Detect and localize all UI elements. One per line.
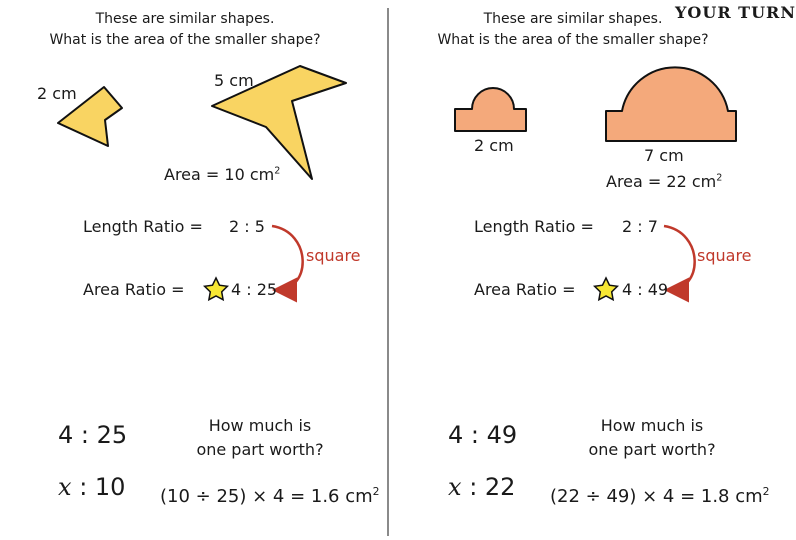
calculation-text: (10 ÷ 25) × 4 = 1.6 cm — [160, 486, 373, 507]
star-icon — [205, 278, 228, 300]
your-turn-badge: YOUR TURN — [675, 3, 796, 22]
length-ratio-value: 2 : 5 — [229, 217, 265, 236]
part-worth-question — [180, 414, 340, 462]
part-line: How much is — [600, 416, 704, 435]
part-line: one part worth? — [588, 440, 716, 459]
small-length-label: 2 cm — [37, 84, 77, 103]
ratio-row-1: 4 : 25 — [58, 421, 128, 449]
panel-divider — [387, 8, 389, 536]
large-orange-shape — [606, 67, 736, 141]
length-ratio-label: Length Ratio = — [83, 217, 203, 236]
calculation-exponent: 2 — [762, 485, 770, 498]
right-question — [418, 9, 728, 51]
square-label: square — [697, 246, 752, 265]
length-ratio-label: Length Ratio = — [474, 217, 594, 236]
variable-x: x — [58, 473, 72, 501]
star-icon — [595, 278, 618, 300]
calculation-exponent: 2 — [372, 485, 380, 498]
area-ratio-label: Area Ratio = — [474, 280, 576, 299]
part-worth-question — [572, 414, 732, 462]
calculation — [160, 486, 380, 507]
ratio-row-2-value: : 10 — [79, 473, 126, 501]
area-text: Area = 10 cm — [164, 165, 275, 184]
small-length-label: 2 cm — [474, 136, 514, 155]
question-line: These are similar shapes. — [95, 11, 275, 27]
part-line: How much is — [208, 416, 312, 435]
ratio-row-1: 4 : 49 — [448, 421, 518, 449]
area-text: Area = 22 cm — [606, 172, 717, 191]
question-line: What is the area of the smaller shape? — [49, 32, 321, 48]
area-ratio-label: Area Ratio = — [83, 280, 185, 299]
area-exponent: 2 — [716, 172, 723, 184]
calculation — [550, 486, 770, 507]
question-line: What is the area of the smaller shape? — [437, 32, 709, 48]
variable-x: x — [448, 473, 462, 501]
area-exponent: 2 — [274, 165, 281, 177]
question-line: These are similar shapes. — [483, 11, 663, 27]
area-label — [606, 172, 722, 191]
ratio-row-2-value: : 22 — [469, 473, 516, 501]
large-length-label: 7 cm — [644, 146, 684, 165]
large-length-label: 5 cm — [214, 71, 254, 90]
square-label: square — [306, 246, 361, 265]
ratio-row-2 — [58, 473, 125, 501]
length-ratio-value: 2 : 7 — [622, 217, 658, 236]
area-ratio-value: 4 : 49 — [622, 280, 669, 299]
ratio-row-2 — [448, 473, 515, 501]
area-ratio-value: 4 : 25 — [231, 280, 278, 299]
left-question — [30, 9, 340, 51]
area-label — [164, 165, 280, 184]
square-arrow-right — [664, 226, 695, 290]
part-line: one part worth? — [196, 440, 324, 459]
small-orange-shape — [455, 88, 526, 131]
calculation-text: (22 ÷ 49) × 4 = 1.8 cm — [550, 486, 763, 507]
